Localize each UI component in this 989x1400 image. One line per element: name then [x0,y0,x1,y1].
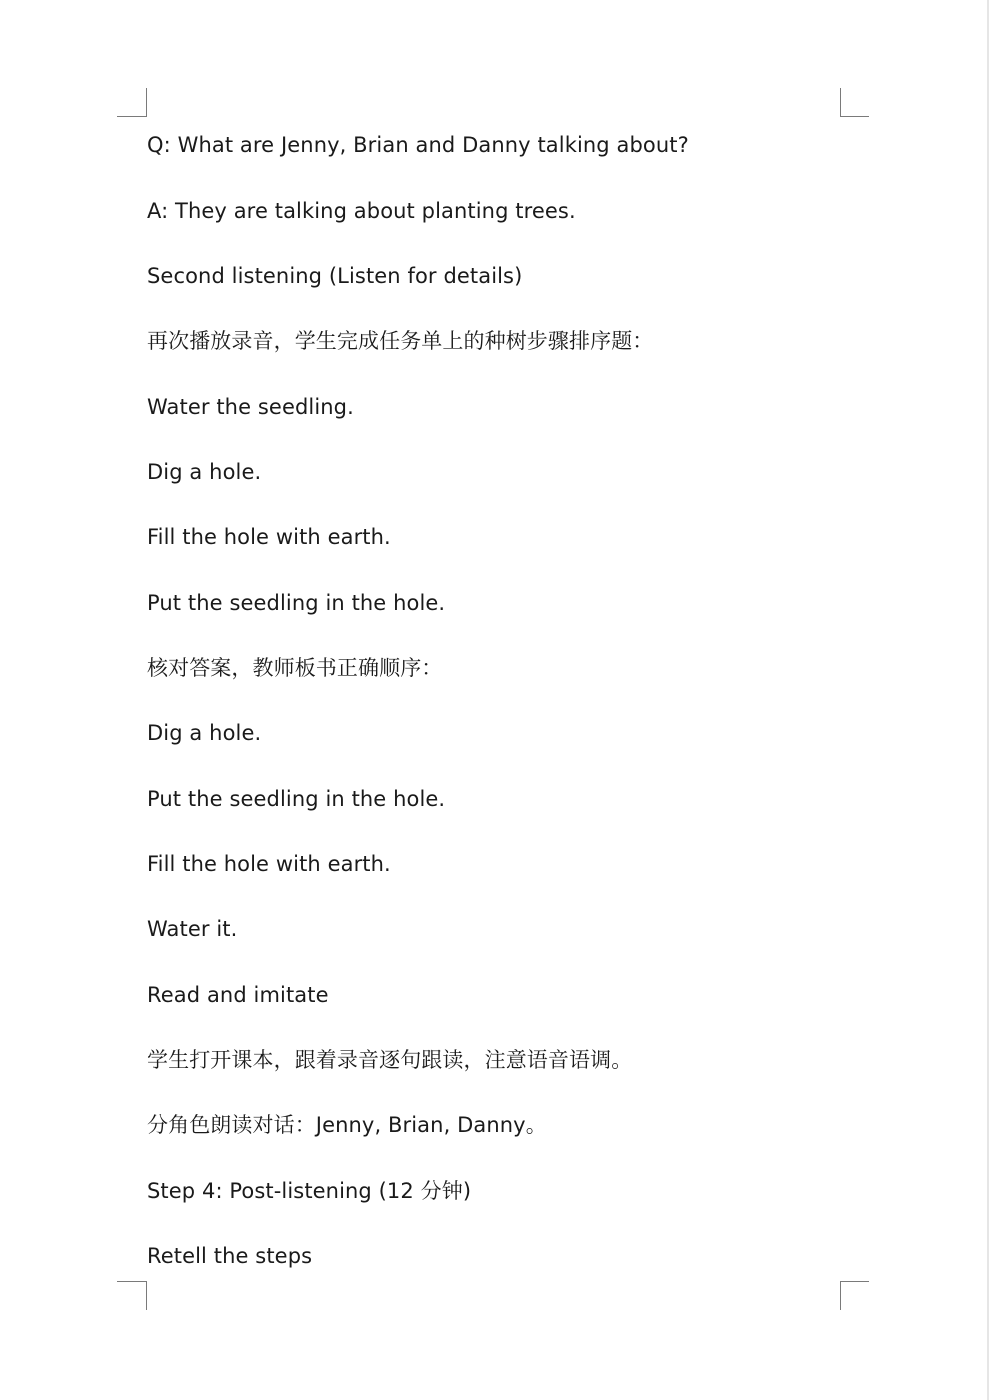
section-heading-retell: Retell the steps [147,1244,313,1268]
step-heading: Step 4: Post-listening (12 分钟) [147,1179,472,1203]
crop-mark-bottom-right [840,1281,841,1310]
instruction-line: 学生打开课本，跟着录音逐句跟读，注意语音语调。 [147,1048,633,1072]
correct-order-item: Fill the hole with earth. [147,852,391,876]
crop-mark-top-left [117,116,146,117]
instruction-line: 分角色朗读对话：Jenny, Brian, Danny。 [147,1113,547,1137]
step-item: Fill the hole with earth. [147,525,391,549]
instruction-line: 再次播放录音，学生完成任务单上的种树步骤排序题： [147,329,654,353]
section-heading-second-listening: Second listening (Listen for details) [147,264,523,288]
step-item: Dig a hole. [147,460,262,484]
crop-mark-bottom-left [146,1281,147,1310]
crop-mark-top-right [840,88,841,117]
crop-mark-top-left [146,88,147,117]
instruction-line: 核对答案，教师板书正确顺序： [147,656,443,680]
step-item: Water the seedling. [147,395,354,419]
answer-line: A: They are talking about planting trees. [147,199,576,223]
crop-mark-top-right [840,116,869,117]
step-item: Put the seedling in the hole. [147,591,446,615]
correct-order-item: Water it. [147,917,238,941]
crop-mark-bottom-left [117,1281,146,1282]
crop-mark-bottom-right [840,1281,869,1282]
section-heading-read-and-imitate: Read and imitate [147,983,329,1007]
correct-order-item: Dig a hole. [147,721,262,745]
question-line: Q: What are Jenny, Brian and Danny talking about? [147,133,689,157]
correct-order-item: Put the seedling in the hole. [147,787,446,811]
